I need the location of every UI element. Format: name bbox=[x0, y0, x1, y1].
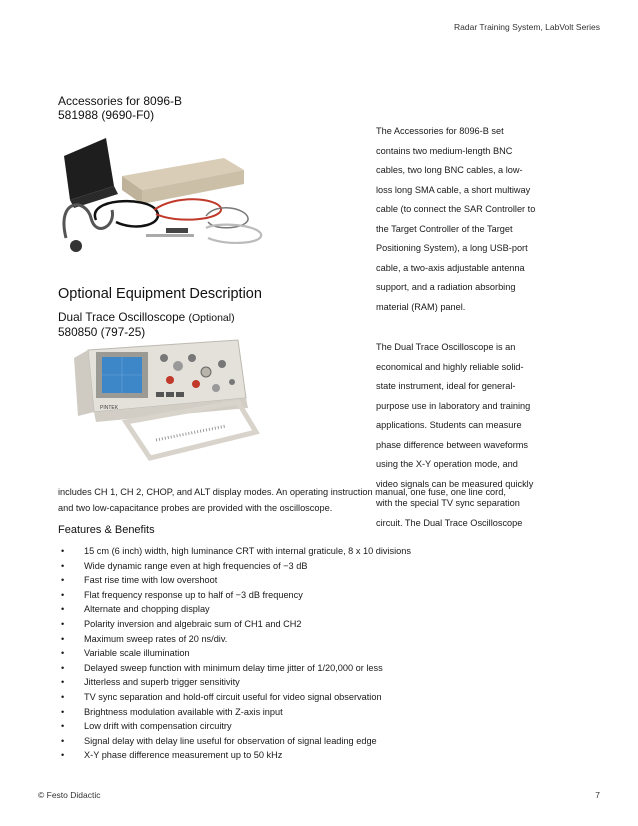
bullet: • bbox=[61, 677, 65, 688]
accessories-description bbox=[376, 122, 556, 317]
list-item bbox=[58, 675, 411, 690]
oscilloscope-desc-full-line: and two low-capacitance probes are provided with the oscilloscope. bbox=[58, 503, 333, 513]
bullet: • bbox=[61, 633, 65, 644]
bullet: • bbox=[61, 618, 65, 629]
list-item bbox=[58, 661, 411, 676]
list-item bbox=[58, 617, 411, 632]
oscilloscope-desc-line: state instrument, ideal for general- bbox=[376, 381, 516, 391]
accessories-desc-line: support, and a radiation absorbing bbox=[376, 282, 516, 292]
accessories-model: 581988 (9690-F0) bbox=[58, 108, 155, 122]
accessories-desc-line: material (RAM) panel. bbox=[376, 301, 466, 312]
oscilloscope-desc-line: using the X-Y operation mode, and bbox=[376, 459, 518, 469]
list-item bbox=[58, 632, 411, 647]
accessories-desc-line: Positioning System), a long USB-port bbox=[376, 243, 528, 253]
bullet: • bbox=[61, 706, 65, 717]
oscilloscope-title: Dual Trace Oscilloscope bbox=[58, 310, 186, 324]
feature-text: Jitterless and superb trigger sensitivity bbox=[84, 677, 240, 688]
oscilloscope-desc-line: circuit. The Dual Trace Oscilloscope bbox=[376, 517, 523, 528]
accessories-desc-line: contains two medium-length BNC bbox=[376, 145, 513, 156]
feature-text: Maximum sweep rates of 20 ns/div. bbox=[84, 633, 228, 644]
oscilloscope-desc-line: video signals can be measured quickly bbox=[376, 478, 534, 489]
list-item bbox=[58, 734, 411, 749]
accessories-desc-line: cables, two long BNC cables, a low- bbox=[376, 165, 523, 175]
feature-text: 15 cm (6 inch) width, high luminance CRT with internal graticule, 8 x 10 divisions bbox=[84, 546, 411, 556]
optional-section-title: Optional Equipment Description bbox=[58, 286, 262, 302]
accessories-image bbox=[56, 128, 276, 268]
features-list bbox=[58, 544, 411, 763]
bullet: • bbox=[61, 750, 65, 761]
feature-text: Signal delay with delay line useful for observation of signal leading edge bbox=[84, 735, 377, 746]
feature-text: Polarity inversion and algebraic sum of CH1 and CH2 bbox=[84, 618, 302, 629]
feature-text: Delayed sweep function with minimum delay time jitter of 1/20,000 or less bbox=[84, 662, 383, 673]
scope-brand: PINTEK bbox=[100, 405, 119, 411]
oscilloscope-model: 580850 (797-25) bbox=[58, 325, 146, 339]
oscilloscope-qualifier: (Optional) bbox=[188, 312, 235, 324]
bullet: • bbox=[61, 604, 65, 615]
oscilloscope-heading bbox=[58, 310, 235, 339]
list-item bbox=[58, 719, 411, 734]
bullet: • bbox=[61, 662, 65, 673]
oscilloscope-desc-line: purpose use in laboratory and training bbox=[376, 400, 531, 411]
header-series: Radar Training System, LabVolt Series bbox=[454, 22, 600, 32]
accessories-desc-line: The Accessories for 8096-B set bbox=[376, 126, 504, 136]
bullet: • bbox=[61, 735, 65, 746]
bullet: • bbox=[61, 648, 65, 659]
bullet: • bbox=[61, 721, 65, 732]
list-item bbox=[58, 646, 411, 661]
accessories-title: Accessories for 8096-B bbox=[58, 94, 183, 108]
accessories-desc-line: loss long SMA cable, a short multiway bbox=[376, 184, 531, 195]
feature-text: Wide dynamic range even at high frequencies of −3 dB bbox=[84, 560, 308, 571]
list-item bbox=[58, 559, 411, 574]
feature-text: Flat frequency response up to half of −3 dB frequency bbox=[84, 589, 303, 600]
oscilloscope-image bbox=[66, 336, 266, 466]
oscilloscope-desc-line: with the special TV sync separation bbox=[376, 498, 520, 508]
oscilloscope-desc-line: The Dual Trace Oscilloscope is an bbox=[376, 342, 516, 352]
feature-text: Brightness modulation available with Z-axis input bbox=[84, 706, 283, 717]
list-item bbox=[58, 748, 411, 763]
features-title: Features & Benefits bbox=[58, 524, 155, 536]
accessories-heading bbox=[58, 94, 182, 122]
footer-copyright: © Festo Didactic bbox=[38, 790, 101, 800]
accessories-desc-line: cable, a two-axis adjustable antenna bbox=[376, 262, 525, 273]
feature-text: Low drift with compensation circuitry bbox=[84, 721, 232, 732]
page-number: 7 bbox=[595, 790, 600, 800]
list-item bbox=[58, 588, 411, 603]
oscilloscope-desc-line: applications. Students can measure bbox=[376, 420, 522, 430]
bullet: • bbox=[61, 546, 65, 556]
list-item bbox=[58, 690, 411, 705]
list-item bbox=[58, 705, 411, 720]
feature-text: Variable scale illumination bbox=[84, 648, 190, 659]
feature-text: Fast rise time with low overshoot bbox=[84, 575, 218, 586]
list-item bbox=[58, 602, 411, 617]
accessories-desc-line: the Target Controller of the Target bbox=[376, 223, 513, 234]
bullet: • bbox=[61, 691, 65, 702]
oscilloscope-desc-line: economical and highly reliable solid- bbox=[376, 361, 524, 372]
oscilloscope-desc-full-line: includes CH 1, CH 2, CHOP, and ALT display modes. An operating instruction manual, one fuse, one line cord, bbox=[58, 487, 506, 497]
accessories-desc-line: cable (to connect the SAR Controller to bbox=[376, 204, 536, 214]
oscilloscope-description-continued bbox=[58, 484, 578, 516]
bullet: • bbox=[61, 575, 65, 586]
list-item bbox=[58, 544, 411, 559]
bullet: • bbox=[61, 589, 65, 600]
feature-text: X-Y phase difference measurement up to 50 kHz bbox=[84, 750, 283, 761]
feature-text: Alternate and chopping display bbox=[84, 604, 210, 615]
list-item bbox=[58, 573, 411, 588]
bullet: • bbox=[61, 560, 65, 571]
feature-text: TV sync separation and hold-off circuit useful for video signal observation bbox=[84, 691, 382, 702]
oscilloscope-desc-line: phase difference between waveforms bbox=[376, 439, 529, 450]
